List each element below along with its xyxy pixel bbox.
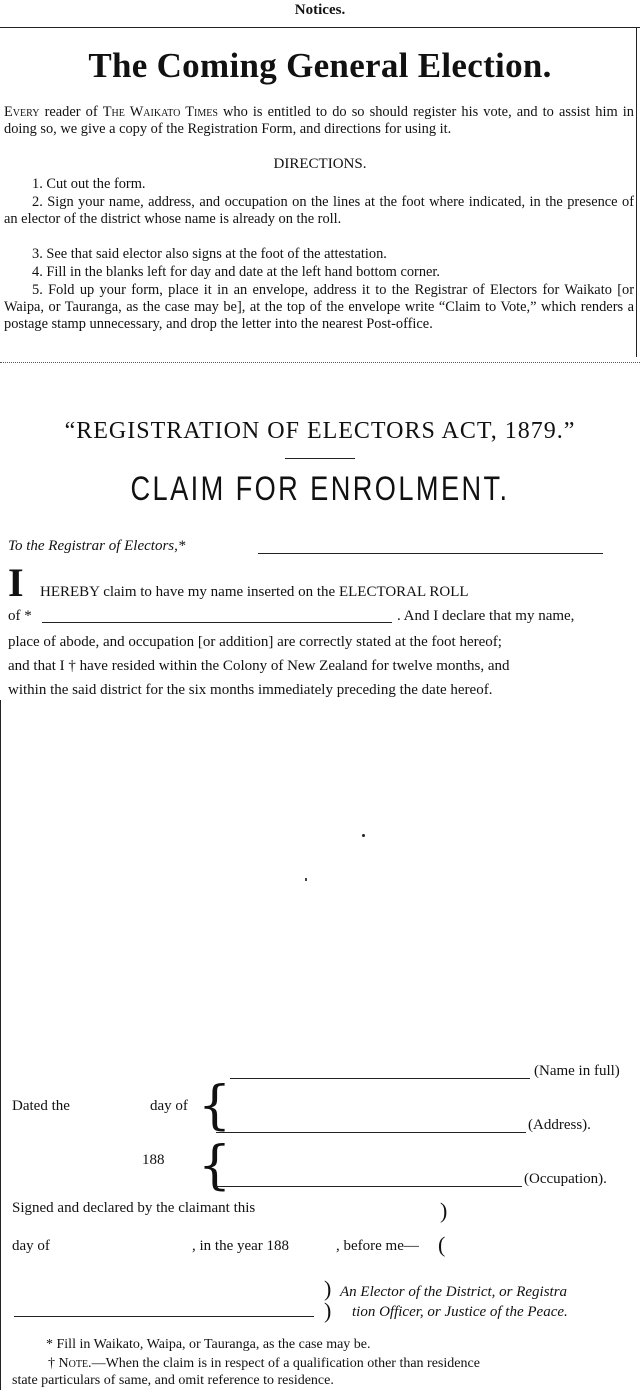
header-rule [0,27,640,28]
intro-first-word: Every [4,104,40,120]
intro-text-2: who is entitled to do so should register his vote, and to assist him in doing so, we give a copy of the Registration Form, and directions for using it. [4,104,634,137]
notice-intro [4,104,634,138]
district-line [42,622,392,623]
of-label: of * [8,608,32,624]
dagger-mark: † [48,1356,59,1371]
occupation-label: (Occupation). [524,1171,607,1187]
declare-text: . And I declare that my name, [397,608,575,624]
footnote: state particulars of same, and omit reference to residence. [12,1373,334,1388]
cut-line [0,362,640,363]
claim-body-line: and that I † have resided within the Colony of New Zealand for twelve months, and [8,658,510,674]
to-registrar-label: To the Registrar of Electors,* [8,538,186,554]
note-label: Note. [58,1356,92,1371]
name-line[interactable] [230,1078,530,1079]
claim-text: HEREBY claim to have my name inserted on the ELECTORAL ROLL [40,584,469,600]
dated-label: Dated the [12,1098,70,1114]
drop-cap: I [8,560,24,605]
direction-step: 5. Fold up your form, place it in an envelope, address it to the Registrar of Electors for Waikato [or Waipa, or Tauranga, as the case may be], at the top of the envelope write “Claim to Vote,” which renders a postage stamp unnecessary, and drop the letter into the nearest Post-office. [4,282,634,332]
attestation-signature-line[interactable] [14,1316,314,1317]
claim-title: CLAIM FOR ENROLMENT. [130,470,510,508]
elector-caption: An Elector of the District, or Registra [340,1284,568,1300]
occupation-line[interactable] [216,1186,522,1187]
signed-declared-text: Signed and declared by the claimant this [12,1200,256,1216]
name-label: (Name in full) [534,1063,620,1079]
speck-mark [305,878,307,881]
title-divider [285,458,355,459]
footnote: * Fill in Waikato, Waipa, or Tauranga, as the case may be. [46,1337,371,1352]
speck-mark [362,834,365,837]
directions-heading: DIRECTIONS. [273,156,367,172]
act-title: “REGISTRATION OF ELECTORS ACT, 1879.” [64,418,576,444]
before-me-text: , before me— [336,1238,419,1254]
registrar-district-line [258,553,603,554]
direction-step: 1. Cut out the form. [32,176,146,192]
direction-step: 4. Fill in the blanks left for day and date at the left hand bottom corner. [32,264,441,280]
brace-mark: ) [324,1298,332,1323]
brace-mark: ( [438,1232,446,1257]
brace-mark: ) [440,1198,448,1223]
address-label: (Address). [528,1117,591,1133]
direction-step: 2. Sign your name, address, and occupation on the lines at the foot where indicated, in the presence of an elector of the district whose name is already on the roll. [4,194,634,227]
claim-body-line: place of abode, and occupation [or addition] are correctly stated at the foot hereof; [8,634,502,650]
in-year-text: , in the year 188 [192,1238,290,1254]
brace-mark: ) [324,1276,332,1301]
day-of-label-2: day of [12,1238,50,1254]
direction-step: 3. See that said elector also signs at the foot of the attestation. [32,246,387,262]
address-line[interactable] [216,1132,526,1133]
left-border [0,700,1,1390]
brace-mark: { [198,1076,232,1136]
year-label: 188 [142,1152,165,1168]
notice-title: The Coming General Election. [88,46,552,85]
elector-caption: tion Officer, or Justice of the Peace. [352,1304,568,1320]
section-heading: Notices. [294,2,346,18]
newspaper-name: The Waikato Times [102,104,218,120]
footnote [48,1355,480,1372]
footnote-text: —When the claim is in respect of a qualification other than residence [91,1356,480,1371]
day-of-label: day of [150,1098,188,1114]
brace-mark: { [198,1136,232,1196]
intro-text-1: reader of [39,104,103,120]
claim-body-line: within the said district for the six months immediately preceding the date hereof. [8,682,493,698]
